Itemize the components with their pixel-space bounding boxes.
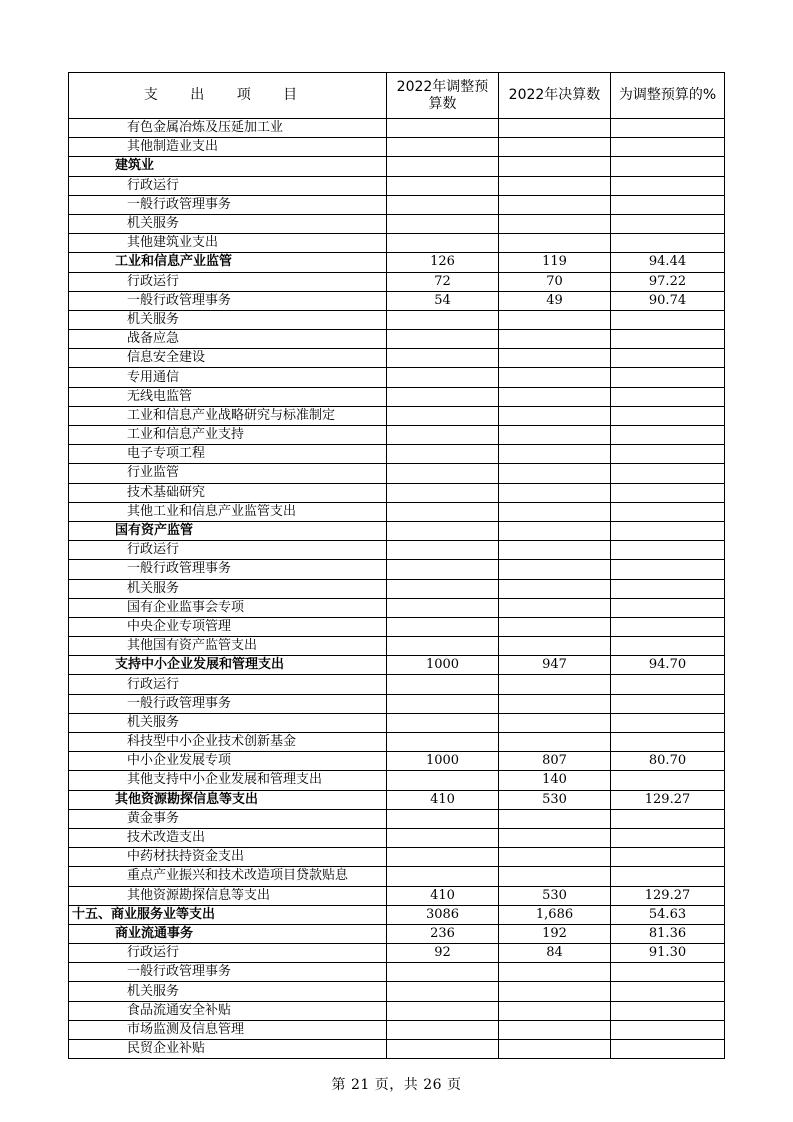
row-adjusted-budget [387,541,499,560]
table-row [69,291,725,310]
row-percent: 54.63 [611,905,725,924]
row-percent [611,310,725,329]
row-item-name: 工业和信息产业战略研究与标准制定 [69,406,387,425]
row-final-account: 140 [499,771,611,790]
row-percent [611,349,725,368]
row-item-name: 支持中小企业发展和管理支出 [69,656,387,675]
row-item-name: 技术改造支出 [69,828,387,847]
row-percent [611,963,725,982]
row-item-name: 中药材扶持资金支出 [69,848,387,867]
table-row [69,483,725,502]
row-final-account [499,598,611,617]
table-row [69,368,725,387]
row-final-account [499,675,611,694]
row-final-account [499,617,611,636]
table-row [69,445,725,464]
row-item-name: 专用通信 [69,368,387,387]
row-item-name: 机关服务 [69,310,387,329]
row-item-name: 中小企业发展专项 [69,752,387,771]
row-final-account [499,330,611,349]
row-adjusted-budget [387,483,499,502]
row-final-account [499,310,611,329]
row-item-name: 行业监管 [69,464,387,483]
row-percent [611,848,725,867]
row-item-name: 其他工业和信息产业监管支出 [69,502,387,521]
row-percent: 97.22 [611,272,725,291]
row-final-account [499,387,611,406]
table-row [69,406,725,425]
row-adjusted-budget [387,713,499,732]
row-percent [611,598,725,617]
row-final-account [499,483,611,502]
row-item-name: 机关服务 [69,214,387,233]
row-adjusted-budget [387,234,499,253]
row-adjusted-budget [387,157,499,176]
page-number-footer: 第 21 页，共 26 页 [331,1077,462,1093]
row-percent [611,982,725,1001]
row-adjusted-budget [387,368,499,387]
row-item-name: 一般行政管理事务 [69,291,387,310]
table-row [69,1040,725,1059]
row-final-account [499,541,611,560]
row-item-name: 一般行政管理事务 [69,195,387,214]
row-percent [611,445,725,464]
row-percent: 91.30 [611,944,725,963]
row-adjusted-budget [387,1040,499,1059]
row-item-name: 机关服务 [69,982,387,1001]
row-final-account [499,157,611,176]
table-row [69,195,725,214]
table-row [69,656,725,675]
row-adjusted-budget [387,694,499,713]
row-adjusted-budget [387,464,499,483]
row-adjusted-budget [387,828,499,847]
row-adjusted-budget [387,426,499,445]
row-final-account [499,733,611,752]
table-row [69,694,725,713]
row-item-name: 无线电监管 [69,387,387,406]
row-percent [611,828,725,847]
row-adjusted-budget [387,1020,499,1039]
row-adjusted-budget: 72 [387,272,499,291]
table-row [69,138,725,157]
row-item-name: 重点产业振兴和技术改造项目贷款贴息 [69,867,387,886]
table-row [69,867,725,886]
row-adjusted-budget [387,214,499,233]
row-percent [611,521,725,540]
row-adjusted-budget: 1000 [387,656,499,675]
row-item-name: 其他资源勘探信息等支出 [69,790,387,809]
row-final-account [499,1001,611,1020]
table-row [69,963,725,982]
row-percent: 94.70 [611,656,725,675]
row-adjusted-budget [387,138,499,157]
table-row [69,828,725,847]
row-final-account [499,176,611,195]
row-adjusted-budget [387,349,499,368]
row-final-account: 119 [499,253,611,272]
row-item-name: 机关服务 [69,713,387,732]
row-percent [611,483,725,502]
row-adjusted-budget [387,406,499,425]
row-final-account [499,560,611,579]
row-final-account [499,579,611,598]
row-adjusted-budget [387,445,499,464]
row-final-account [499,1020,611,1039]
table-row [69,982,725,1001]
row-percent [611,579,725,598]
header-final-account: 2022年决算数 [499,73,611,119]
row-percent: 129.27 [611,886,725,905]
table-row [69,617,725,636]
table-row [69,886,725,905]
row-final-account [499,502,611,521]
row-adjusted-budget [387,771,499,790]
table-row [69,771,725,790]
table-row [69,848,725,867]
table-row [69,790,725,809]
row-percent [611,368,725,387]
row-percent [611,119,725,138]
row-adjusted-budget [387,809,499,828]
table-row [69,234,725,253]
row-percent [611,694,725,713]
table-row [69,464,725,483]
row-final-account: 49 [499,291,611,310]
row-percent [611,675,725,694]
header-percent-of-adjusted: 为调整预算的% [611,73,725,119]
row-adjusted-budget [387,119,499,138]
table-row [69,214,725,233]
table-row [69,272,725,291]
row-adjusted-budget: 3086 [387,905,499,924]
row-percent [611,733,725,752]
row-percent [611,234,725,253]
row-percent [611,138,725,157]
table-row [69,579,725,598]
budget-expenditure-table [68,72,725,1059]
table-row [69,924,725,943]
row-adjusted-budget: 92 [387,944,499,963]
row-percent: 80.70 [611,752,725,771]
row-adjusted-budget [387,560,499,579]
row-item-name: 黄金事务 [69,809,387,828]
row-item-name: 国有企业监事会专项 [69,598,387,617]
table-row [69,521,725,540]
table-row [69,637,725,656]
row-percent [611,502,725,521]
row-final-account [499,214,611,233]
row-item-name: 一般行政管理事务 [69,560,387,579]
row-adjusted-budget [387,637,499,656]
table-row [69,675,725,694]
table-row [69,253,725,272]
row-percent [611,637,725,656]
row-final-account [499,464,611,483]
row-adjusted-budget [387,982,499,1001]
table-row [69,560,725,579]
table-header-row [69,73,725,119]
row-adjusted-budget [387,521,499,540]
row-percent [611,541,725,560]
row-percent [611,176,725,195]
row-final-account: 530 [499,790,611,809]
row-adjusted-budget: 410 [387,790,499,809]
table-row [69,905,725,924]
table-row [69,349,725,368]
row-percent [611,713,725,732]
row-final-account [499,138,611,157]
row-item-name: 行政运行 [69,272,387,291]
row-final-account [499,637,611,656]
row-percent [611,214,725,233]
row-final-account [499,828,611,847]
row-adjusted-budget [387,963,499,982]
row-percent: 90.74 [611,291,725,310]
row-item-name: 工业和信息产业监管 [69,253,387,272]
row-percent [611,157,725,176]
row-item-name: 十五、商业服务业等支出 [69,905,387,924]
table-row [69,944,725,963]
row-final-account: 192 [499,924,611,943]
row-percent [611,195,725,214]
row-adjusted-budget [387,502,499,521]
table-row [69,426,725,445]
row-final-account [499,234,611,253]
row-item-name: 建筑业 [69,157,387,176]
row-percent [611,1020,725,1039]
row-final-account [499,406,611,425]
row-item-name: 市场监测及信息管理 [69,1020,387,1039]
row-item-name: 中央企业专项管理 [69,617,387,636]
row-adjusted-budget [387,1001,499,1020]
row-item-name: 行政运行 [69,944,387,963]
row-item-name: 科技型中小企业技术创新基金 [69,733,387,752]
row-percent [611,1001,725,1020]
row-adjusted-budget [387,848,499,867]
row-percent [611,809,725,828]
row-item-name: 行政运行 [69,675,387,694]
row-percent: 129.27 [611,790,725,809]
table-row [69,1001,725,1020]
row-item-name: 战备应急 [69,330,387,349]
row-item-name: 电子专项工程 [69,445,387,464]
row-final-account: 807 [499,752,611,771]
row-item-name: 国有资产监管 [69,521,387,540]
table-row [69,809,725,828]
row-adjusted-budget [387,310,499,329]
row-percent [611,617,725,636]
row-final-account [499,809,611,828]
row-final-account [499,848,611,867]
row-item-name: 行政运行 [69,176,387,195]
table-row [69,502,725,521]
table-row [69,330,725,349]
row-item-name: 有色金属冶炼及压延加工业 [69,119,387,138]
row-final-account: 84 [499,944,611,963]
row-item-name: 一般行政管理事务 [69,963,387,982]
row-final-account [499,349,611,368]
row-percent: 94.44 [611,253,725,272]
row-final-account [499,119,611,138]
row-adjusted-budget: 54 [387,291,499,310]
row-final-account [499,867,611,886]
table-row [69,1020,725,1039]
row-adjusted-budget [387,387,499,406]
row-final-account: 70 [499,272,611,291]
row-final-account [499,445,611,464]
row-adjusted-budget [387,579,499,598]
row-item-name: 工业和信息产业支持 [69,426,387,445]
row-adjusted-budget [387,617,499,636]
row-item-name: 民贸企业补贴 [69,1040,387,1059]
table-row [69,119,725,138]
row-final-account: 530 [499,886,611,905]
row-item-name: 商业流通事务 [69,924,387,943]
table-row [69,598,725,617]
row-adjusted-budget [387,733,499,752]
row-percent [611,464,725,483]
row-percent [611,387,725,406]
table-row [69,157,725,176]
row-final-account [499,426,611,445]
table-row [69,752,725,771]
header-adjusted-budget: 2022年调整预算数 [387,73,499,119]
row-final-account [499,713,611,732]
row-adjusted-budget: 126 [387,253,499,272]
row-adjusted-budget: 236 [387,924,499,943]
table-row [69,176,725,195]
row-percent [611,560,725,579]
table-row [69,541,725,560]
row-final-account [499,694,611,713]
row-percent [611,771,725,790]
header-expenditure-item: 支 出 项 目 [69,73,387,119]
row-final-account [499,963,611,982]
row-percent [611,1040,725,1059]
row-final-account [499,368,611,387]
row-item-name: 食品流通安全补贴 [69,1001,387,1020]
row-item-name: 机关服务 [69,579,387,598]
row-adjusted-budget [387,195,499,214]
row-final-account [499,982,611,1001]
table-row [69,733,725,752]
table-row [69,310,725,329]
row-percent [611,867,725,886]
row-item-name: 其他资源勘探信息等支出 [69,886,387,905]
row-final-account: 1,686 [499,905,611,924]
row-final-account: 947 [499,656,611,675]
row-adjusted-budget [387,598,499,617]
row-percent: 81.36 [611,924,725,943]
table-row [69,387,725,406]
row-adjusted-budget: 1000 [387,752,499,771]
row-final-account [499,195,611,214]
row-adjusted-budget [387,867,499,886]
row-adjusted-budget [387,675,499,694]
row-item-name: 其他国有资产监管支出 [69,637,387,656]
row-percent [611,406,725,425]
row-item-name: 技术基础研究 [69,483,387,502]
row-item-name: 其他建筑业支出 [69,234,387,253]
row-adjusted-budget [387,176,499,195]
row-item-name: 行政运行 [69,541,387,560]
row-adjusted-budget [387,330,499,349]
row-adjusted-budget: 410 [387,886,499,905]
row-final-account [499,521,611,540]
row-item-name: 其他支持中小企业发展和管理支出 [69,771,387,790]
row-item-name: 其他制造业支出 [69,138,387,157]
row-final-account [499,1040,611,1059]
row-item-name: 信息安全建设 [69,349,387,368]
row-percent [611,426,725,445]
table-row [69,713,725,732]
row-item-name: 一般行政管理事务 [69,694,387,713]
row-percent [611,330,725,349]
